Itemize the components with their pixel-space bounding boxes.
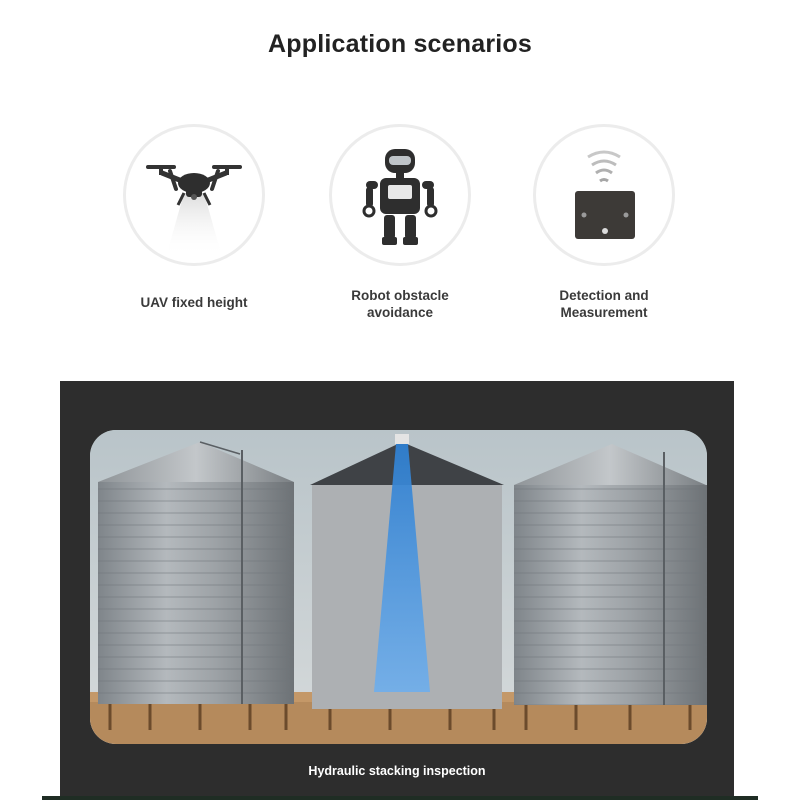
scenario-uav: [119, 124, 269, 311]
scenario-detection-circle: [533, 124, 675, 266]
scenario-robot-label: Robot obstacle avoidance: [351, 288, 449, 320]
scenario-detection-label: Detection and Measurement: [559, 288, 649, 320]
robot-icon: [332, 127, 468, 263]
scenario-uav-circle: [123, 124, 265, 266]
silo-photo: [90, 430, 707, 744]
sensor-box-icon: [536, 127, 672, 263]
scenario-detection: [529, 124, 679, 321]
scenario-robot-circle: [329, 124, 471, 266]
banner-caption: Hydraulic stacking inspection: [308, 764, 486, 778]
silo-illustration: [90, 430, 707, 744]
page-title: Application scenarios: [268, 30, 532, 58]
scenario-robot: [325, 124, 475, 321]
scenario-uav-label: UAV fixed height: [140, 295, 248, 310]
bottom-divider: [42, 796, 758, 800]
drone-icon: [126, 127, 262, 263]
